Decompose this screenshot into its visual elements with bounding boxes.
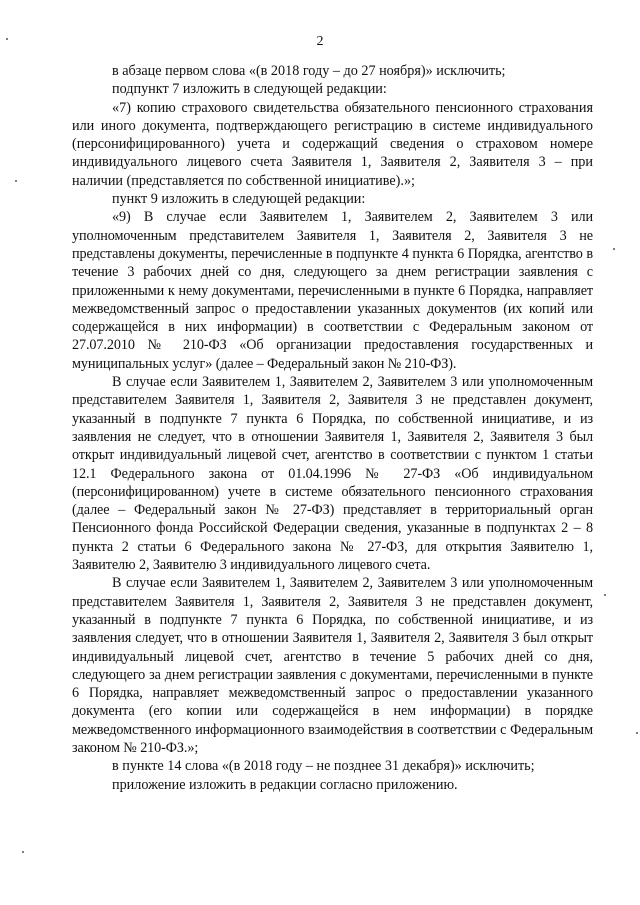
scan-speck [613, 248, 615, 250]
scan-speck [6, 38, 8, 40]
paragraph-subclause-7-text: «7) копию страхового свидетельства обязательного пенсионного страхования или иного документа, подтверждающего регистрацию в системе индивидуального (персонифицированного) учета и содержащий сведения о страховом номере индивидуального лицевого счета Заявителя 1, Заявителя 2, Заявителя 3 – при наличии (представляется по собственной инициативе).»; [72, 99, 593, 189]
scan-speck [636, 732, 638, 734]
paragraph-account-opened-case: В случае если Заявителем 1, Заявителем 2, Заявителем 3 или уполномоченным представителем Заявителя 1, Заявителя 2, Заявителя 3 не представлен документ, указанный в подпункте 7 пункта 6 Порядка, по собственной инициативе, и из заявления следует, что в отношении Заявителя 1, Заявителя 2, Заявителя 3 был открыт индивидуальный лицевой счет, агентство в течение 5 рабочих дней со дня, следующего за днем регистрации заявления с документами, перечисленными в пункте 6 Порядка, направляет межведомственный запрос о предоставлении указанного документа (его копии или содержащейся в нем информации) в порядке межведомственного информационного взаимодействия в соответствии с Федеральным законом № 210-ФЗ.»; [72, 575, 593, 756]
paragraph-clause-9-text: «9) В случае если Заявителем 1, Заявителем 2, Заявителем 3 или уполномоченным представителем Заявителя 1, Заявителя 2, Заявителя 3 не представлены документы, перечисленные в подпункте 4 пункта 6 Порядка, агентство в течение 3 рабочих дней со дня, следующего за днем регистрации заявления с приложенными к нему документами, перечисленными в пункте 6 Порядка, направляет межведомственный запрос о предоставлении указанных документов (их копий или содержащейся в них информации) в соответствии с Федеральным законом от 27.07.2010 № 210-ФЗ «Об организации предоставления государственных и муниципальных услуг» (далее – Федеральный закон № 210-ФЗ). [72, 209, 593, 372]
scan-speck [604, 594, 606, 596]
scan-speck [22, 851, 24, 853]
document-body [72, 62, 593, 794]
paragraph-clause-9-intro: пункт 9 изложить в следующей редакции: [112, 191, 366, 208]
paragraph-remove-deadline-words: в абзаце первом слова «(в 2018 году – до 27 ноября)» исключить; [112, 63, 506, 79]
scan-speck [15, 180, 17, 182]
paragraph-no-account-case: В случае если Заявителем 1, Заявителем 2, Заявителем 3 или уполномоченным представителем Заявителя 1, Заявителя 2, Заявителя 3 не представлен документ, указанный в подпункте 7 пункта 6 Порядка, по собственной инициативе, и из заявления не следует, что в отношении Заявителя 1, Заявителя 2, Заявителя 3 был открыт индивидуальный лицевой счет, агентство в соответствии с пунктом 1 статьи 12.1 Федерального закона от 01.04.1996 № 27-ФЗ «Об индивидуальном (персонифицированном) учете в системе обязательного пенсионного страхования (далее – Федеральный закон № 27-ФЗ) представляет в территориальный орган Пенсионного фонда Российской Федерации сведения, указанные в подпунктах 2 – 8 пункта 2 статьи 6 Федерального закона № 27-ФЗ, для открытия Заявителю 1, Заявителю 2, Заявителю 3 индивидуального лицевого счета. [72, 374, 593, 574]
paragraph-clause-14: в пункте 14 слова «(в 2018 году – не позднее 31 декабря)» исключить; [112, 758, 535, 775]
paragraph-appendix: приложение изложить в редакции согласно приложению. [112, 776, 458, 793]
page-number: 2 [316, 34, 324, 49]
paragraph-subclause-7-intro: подпункт 7 изложить в следующей редакции: [112, 81, 387, 98]
